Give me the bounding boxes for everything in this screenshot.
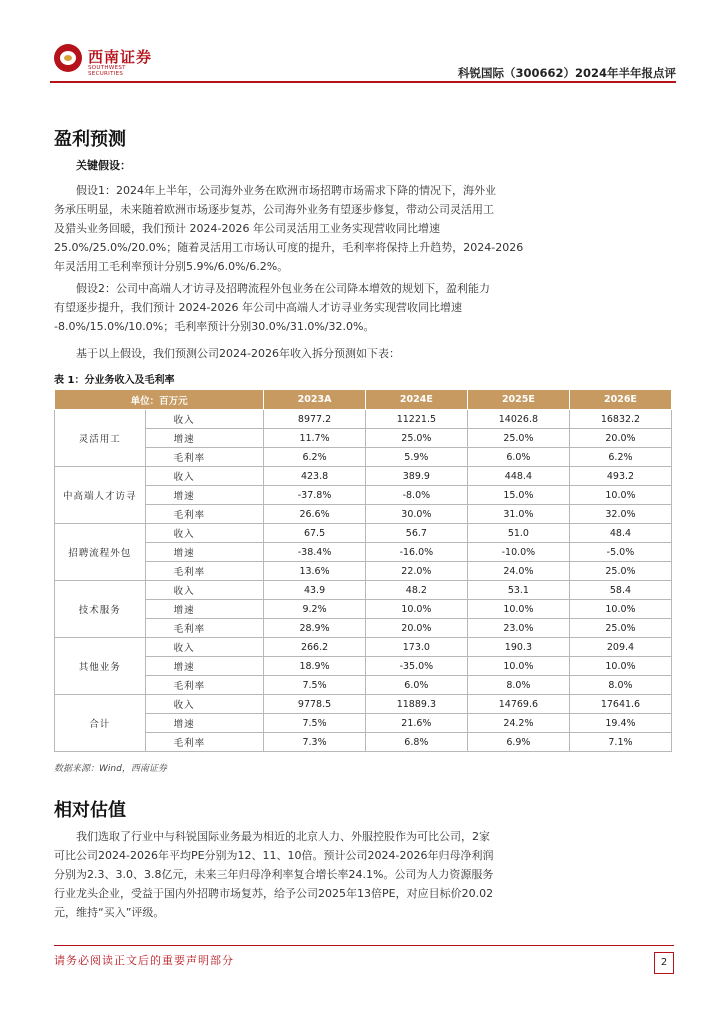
value-cell: 6.0% xyxy=(365,676,467,695)
table-row xyxy=(55,429,672,448)
value-cell: 266.2 xyxy=(264,638,366,657)
value-cell: 389.9 xyxy=(365,467,467,486)
metric-cell: 毛利率 xyxy=(145,619,264,638)
year-header: 2026E xyxy=(569,390,671,410)
value-cell: 22.0% xyxy=(365,562,467,581)
value-cell: 11221.5 xyxy=(365,410,467,429)
value-cell: 190.3 xyxy=(467,638,569,657)
value-cell: -5.0% xyxy=(569,543,671,562)
logo-emblem-icon xyxy=(54,44,82,72)
value-cell: 5.9% xyxy=(365,448,467,467)
assumption-1-paragraph xyxy=(54,181,544,276)
text-line: 有望逐步提升，我们预计 2024-2026 年公司中高端人才访寻业务实现营收同比增速 xyxy=(54,301,462,314)
value-cell: 7.3% xyxy=(264,733,366,752)
year-header: 2024E xyxy=(365,390,467,410)
text-line: 可比公司2024-2026年平均PE分别为12、11、10倍。预计公司2024-2026年归母净利润 xyxy=(54,849,494,862)
metric-cell: 增速 xyxy=(145,657,264,676)
value-cell: 13.6% xyxy=(264,562,366,581)
value-cell: 6.0% xyxy=(467,448,569,467)
segment-name-cell: 其他业务 xyxy=(55,638,146,695)
value-cell: 20.0% xyxy=(569,429,671,448)
value-cell: 24.2% xyxy=(467,714,569,733)
segment-name-cell: 灵活用工 xyxy=(55,410,146,467)
metric-cell: 毛利率 xyxy=(145,562,264,581)
value-cell: 21.6% xyxy=(365,714,467,733)
page-number: 2 xyxy=(654,952,674,974)
value-cell: 25.0% xyxy=(569,562,671,581)
value-cell: 11.7% xyxy=(264,429,366,448)
text-line: 我们选取了行业中与科锐国际业务最为相近的北京人力、外服控股作为可比公司，2家 xyxy=(76,830,490,843)
value-cell: 23.0% xyxy=(467,619,569,638)
value-cell: 10.0% xyxy=(467,657,569,676)
metric-cell: 收入 xyxy=(145,410,264,429)
table-row xyxy=(55,733,672,752)
data-source-note: 数据来源：Wind，西南证券 xyxy=(54,764,167,774)
value-cell: 19.4% xyxy=(569,714,671,733)
table-row xyxy=(55,486,672,505)
value-cell: 9.2% xyxy=(264,600,366,619)
text-line: 年灵活用工毛利率预计分别5.9%/6.0%/6.2%。 xyxy=(54,260,289,273)
text-line: 及猎头业务回暖，我们预计 2024-2026 年公司灵活用工业务实现营收同比增速 xyxy=(54,222,440,235)
table-row xyxy=(55,600,672,619)
metric-cell: 收入 xyxy=(145,638,264,657)
value-cell: 10.0% xyxy=(365,600,467,619)
value-cell: 24.0% xyxy=(467,562,569,581)
assumption-2-paragraph xyxy=(54,279,544,336)
table-row xyxy=(55,448,672,467)
value-cell: -38.4% xyxy=(264,543,366,562)
value-cell: 6.2% xyxy=(569,448,671,467)
value-cell: 25.0% xyxy=(467,429,569,448)
segment-name-cell: 合计 xyxy=(55,695,146,752)
segment-name-cell: 中高端人才访寻 xyxy=(55,467,146,524)
metric-cell: 毛利率 xyxy=(145,448,264,467)
value-cell: 26.6% xyxy=(264,505,366,524)
table-row xyxy=(55,581,672,600)
value-cell: 8977.2 xyxy=(264,410,366,429)
segment-name-cell: 招聘流程外包 xyxy=(55,524,146,581)
table-row xyxy=(55,714,672,733)
value-cell: 30.0% xyxy=(365,505,467,524)
value-cell: 6.9% xyxy=(467,733,569,752)
table-row xyxy=(55,638,672,657)
value-cell: 448.4 xyxy=(467,467,569,486)
value-cell: -10.0% xyxy=(467,543,569,562)
value-cell: -8.0% xyxy=(365,486,467,505)
value-cell: 14769.6 xyxy=(467,695,569,714)
disclaimer-notice: 请务必阅读正文后的重要声明部分 xyxy=(54,954,234,967)
text-line: 25.0%/25.0%/20.0%；随着灵活用工市场认可度的提升，毛利率将保持上升趋势，2024-2026 xyxy=(54,241,524,254)
table-header-row xyxy=(55,390,672,410)
value-cell: 6.2% xyxy=(264,448,366,467)
value-cell: -37.8% xyxy=(264,486,366,505)
value-cell: -35.0% xyxy=(365,657,467,676)
section-title-relative-valuation: 相对估值 xyxy=(54,800,126,821)
text-line: 假设2：公司中高端人才访寻及招聘流程外包业务在公司降本增效的规划下，盈利能力 xyxy=(76,282,490,295)
valuation-paragraph xyxy=(54,827,544,922)
year-header: 2023A xyxy=(264,390,366,410)
value-cell: 8.0% xyxy=(467,676,569,695)
value-cell: 8.0% xyxy=(569,676,671,695)
section-title-earnings-forecast: 盈利预测 xyxy=(54,129,126,150)
table-row xyxy=(55,543,672,562)
segment-revenue-table xyxy=(54,389,672,752)
table-title: 表 1：分业务收入及毛利率 xyxy=(54,375,175,386)
value-cell: 67.5 xyxy=(264,524,366,543)
metric-cell: 毛利率 xyxy=(145,676,264,695)
value-cell: 10.0% xyxy=(467,600,569,619)
value-cell: 56.7 xyxy=(365,524,467,543)
metric-cell: 增速 xyxy=(145,543,264,562)
value-cell: 7.5% xyxy=(264,714,366,733)
value-cell: 31.0% xyxy=(467,505,569,524)
year-header: 2025E xyxy=(467,390,569,410)
value-cell: 16832.2 xyxy=(569,410,671,429)
value-cell: 28.9% xyxy=(264,619,366,638)
value-cell: 14026.8 xyxy=(467,410,569,429)
value-cell: 15.0% xyxy=(467,486,569,505)
metric-cell: 收入 xyxy=(145,695,264,714)
value-cell: 493.2 xyxy=(569,467,671,486)
table-row xyxy=(55,524,672,543)
metric-cell: 增速 xyxy=(145,600,264,619)
company-logo xyxy=(50,40,160,80)
table-row xyxy=(55,676,672,695)
value-cell: 10.0% xyxy=(569,486,671,505)
value-cell: 10.0% xyxy=(569,600,671,619)
value-cell: 20.0% xyxy=(365,619,467,638)
value-cell: 17641.6 xyxy=(569,695,671,714)
metric-cell: 增速 xyxy=(145,486,264,505)
footer-divider xyxy=(54,945,674,946)
value-cell: 53.1 xyxy=(467,581,569,600)
value-cell: 209.4 xyxy=(569,638,671,657)
segment-name-cell: 技术服务 xyxy=(55,581,146,638)
table-row xyxy=(55,562,672,581)
table-row xyxy=(55,467,672,486)
table-row xyxy=(55,695,672,714)
value-cell: 51.0 xyxy=(467,524,569,543)
metric-cell: 收入 xyxy=(145,524,264,543)
value-cell: 43.9 xyxy=(264,581,366,600)
text-line: 分别为2.3、3.0、3.8亿元，未来三年归母净利率复合增长率24.1%。公司为人力资源服务 xyxy=(54,868,494,881)
logo-english-name: SOUTHWEST SECURITIES xyxy=(88,65,126,77)
metric-cell: 毛利率 xyxy=(145,505,264,524)
forecast-summary: 基于以上假设，我们预测公司2024-2026年收入拆分预测如下表： xyxy=(76,347,400,360)
value-cell: 10.0% xyxy=(569,657,671,676)
value-cell: 173.0 xyxy=(365,638,467,657)
header-divider xyxy=(50,81,676,83)
value-cell: 11889.3 xyxy=(365,695,467,714)
value-cell: 18.9% xyxy=(264,657,366,676)
logo-chinese-name: 西南证券 xyxy=(88,48,153,66)
text-line: 行业龙头企业，受益于国内外招聘市场复苏，给予公司2025年13倍PE，对应目标价20.02 xyxy=(54,887,494,900)
value-cell: 423.8 xyxy=(264,467,366,486)
value-cell: 25.0% xyxy=(569,619,671,638)
value-cell: 48.4 xyxy=(569,524,671,543)
page-header xyxy=(50,40,676,82)
metric-cell: 毛利率 xyxy=(145,733,264,752)
metric-cell: 收入 xyxy=(145,467,264,486)
value-cell: 7.5% xyxy=(264,676,366,695)
value-cell: -16.0% xyxy=(365,543,467,562)
text-line: 假设1：2024年上半年，公司海外业务在欧洲市场招聘市场需求下降的情况下，海外业 xyxy=(76,184,496,197)
value-cell: 32.0% xyxy=(569,505,671,524)
table-row xyxy=(55,505,672,524)
table-row xyxy=(55,410,672,429)
unit-header: 单位：百万元 xyxy=(55,390,264,410)
value-cell: 25.0% xyxy=(365,429,467,448)
metric-cell: 增速 xyxy=(145,429,264,448)
report-title: 科锐国际（300662）2024年半年报点评 xyxy=(457,66,676,80)
text-line: 务承压明显，未来随着欧洲市场逐步复苏，公司海外业务有望逐步修复，带动公司灵活用工 xyxy=(54,203,494,216)
metric-cell: 收入 xyxy=(145,581,264,600)
value-cell: 7.1% xyxy=(569,733,671,752)
value-cell: 9778.5 xyxy=(264,695,366,714)
table-row xyxy=(55,657,672,676)
table-row xyxy=(55,619,672,638)
text-line: 元，维持“买入”评级。 xyxy=(54,906,165,919)
value-cell: 58.4 xyxy=(569,581,671,600)
key-assumptions-label: 关键假设： xyxy=(76,159,131,172)
text-line: -8.0%/15.0%/10.0%；毛利率预计分别30.0%/31.0%/32.0%。 xyxy=(54,320,375,333)
value-cell: 6.8% xyxy=(365,733,467,752)
metric-cell: 增速 xyxy=(145,714,264,733)
value-cell: 48.2 xyxy=(365,581,467,600)
